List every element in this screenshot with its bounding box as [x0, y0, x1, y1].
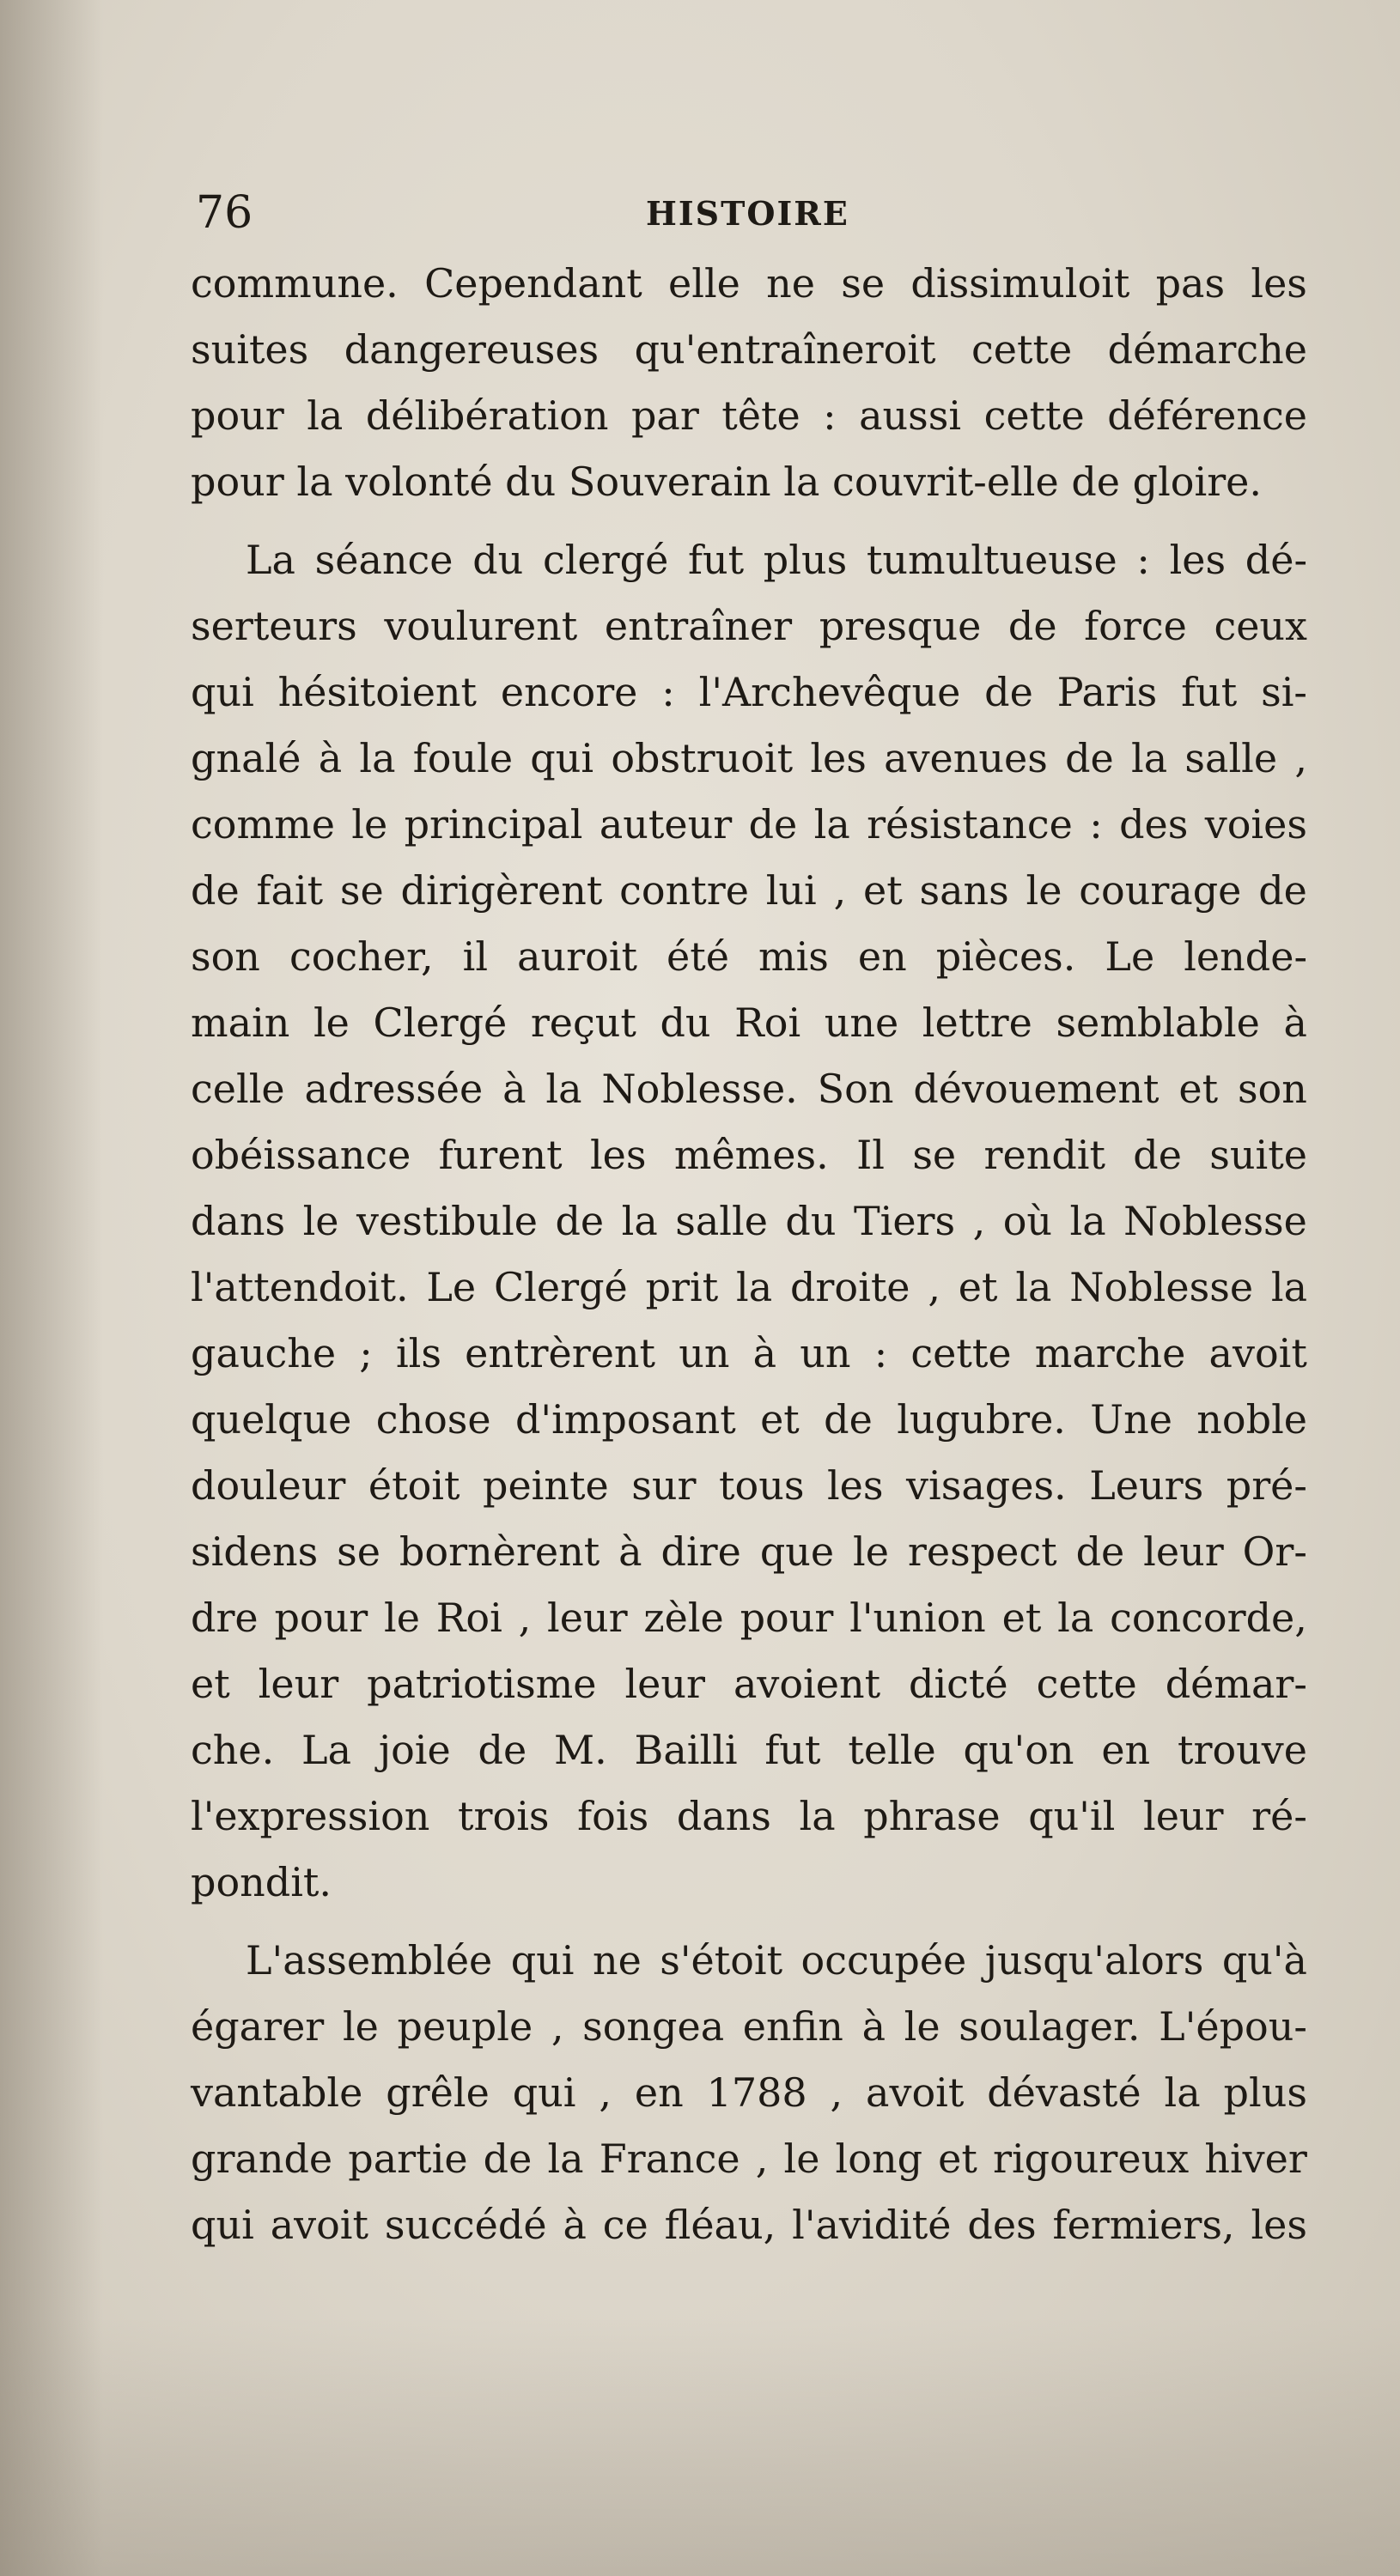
- page-number: 76: [196, 187, 253, 239]
- text-line: pour la délibération par tête : aussi cette déférence: [191, 392, 1307, 439]
- text-line: et leur patriotisme leur avoient dicté cette démar-: [191, 1661, 1307, 1707]
- running-head: HISTOIRE: [646, 194, 849, 233]
- paragraph: [191, 1928, 1307, 2258]
- text-line: qui hésitoient encore : l'Archevêque de Paris fut si-: [191, 669, 1307, 715]
- text-line: dre pour le Roi , leur zèle pour l'union et la concorde,: [191, 1595, 1307, 1641]
- text-block: [191, 180, 1307, 2258]
- text-line: vantable grêle qui , en 1788 , avoit dévasté la plus: [191, 2069, 1307, 2116]
- text-line: che. La joie de M. Bailli fut telle qu'on en trouve: [191, 1727, 1307, 1773]
- text-line: pour la volonté du Souverain la couvrit-elle de gloire.: [191, 459, 1263, 505]
- page-header: [191, 180, 1307, 251]
- text-line: obéissance furent les mêmes. Il se rendit de suite: [191, 1132, 1307, 1178]
- text-line: pondit.: [191, 1859, 332, 1905]
- text-line: qui avoit succédé à ce fléau, l'avidité des fermiers, les: [191, 2202, 1307, 2248]
- text-line: douleur étoit peinte sur tous les visages. Leurs pré-: [191, 1462, 1307, 1509]
- text-line: égarer le peuple , songea enfin à le soulager. L'épou-: [191, 2003, 1307, 2050]
- text-line: dans le vestibule de la salle du Tiers , où la Noblesse: [191, 1198, 1307, 1244]
- text-line: sidens se bornèrent à dire que le respect de leur Or-: [191, 1528, 1307, 1575]
- text-line: L'assemblée qui ne s'étoit occupée jusqu'alors qu'à: [246, 1937, 1307, 1984]
- text-line: main le Clergé reçut du Roi une lettre semblable à: [191, 999, 1307, 1046]
- text-line: commune. Cependant elle ne se dissimuloit pas les: [191, 260, 1307, 307]
- text-line: La séance du clergé fut plus tumultueuse : les dé-: [246, 537, 1307, 583]
- page-edge-shadow: [0, 0, 103, 2576]
- paragraph: [191, 527, 1307, 1916]
- text-line: l'attendoit. Le Clergé prit la droite , et la Noblesse la: [191, 1264, 1307, 1310]
- text-line: son cocher, il auroit été mis en pièces. Le lende-: [191, 933, 1307, 980]
- text-line: suites dangereuses qu'entraîneroit cette démarche: [191, 326, 1307, 373]
- text-line: gauche ; ils entrèrent un à un : cette marche avoit: [191, 1330, 1307, 1376]
- text-line: l'expression trois fois dans la phrase qu'il leur ré-: [191, 1793, 1307, 1839]
- paragraph: [191, 251, 1307, 515]
- text-line: celle adressée à la Noblesse. Son dévouement et son: [191, 1066, 1307, 1112]
- text-line: grande partie de la France , le long et rigoureux hiver: [191, 2136, 1307, 2182]
- text-line: serteurs voulurent entraîner presque de force ceux: [191, 603, 1307, 649]
- text-line: gnalé à la foule qui obstruoit les avenues de la salle ,: [191, 735, 1307, 781]
- text-line: quelque chose d'imposant et de lugubre. Une noble: [191, 1396, 1307, 1443]
- page-bottom-shadow: [0, 2318, 1400, 2576]
- text-line: comme le principal auteur de la résistance : des voies: [191, 801, 1307, 848]
- text-line: de fait se dirigèrent contre lui , et sans le courage de: [191, 867, 1307, 914]
